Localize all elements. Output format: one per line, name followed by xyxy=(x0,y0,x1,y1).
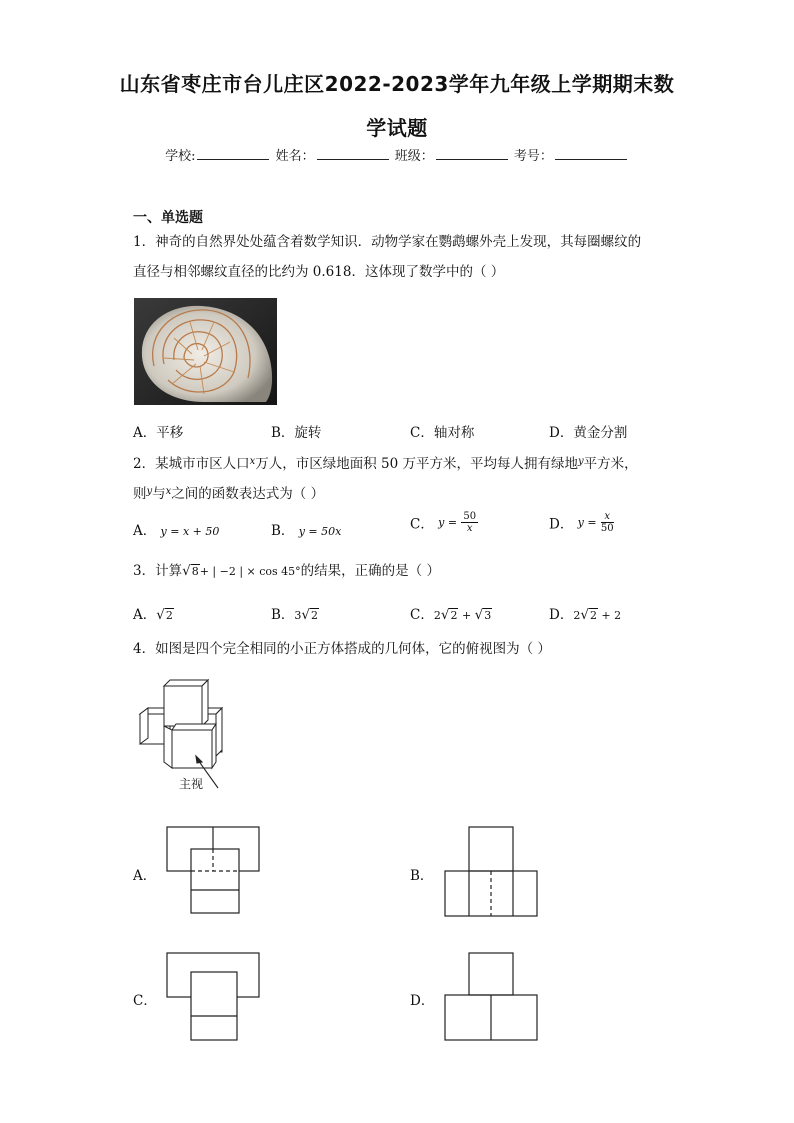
q4-option-c-label[interactable]: C． xyxy=(133,993,157,1009)
school-blank xyxy=(197,147,269,160)
name-blank xyxy=(317,147,389,160)
q2-option-a[interactable]: A． y = x + 50 xyxy=(133,523,220,539)
q3-option-d[interactable]: D．2√2 + 2 xyxy=(549,607,622,623)
q2-option-b[interactable]: B． y = 50x xyxy=(271,523,342,539)
q4-line: 4．如图是四个完全相同的小正方体搭成的几何体，它的俯视图为（ ） xyxy=(133,641,551,657)
front-view-label: 主视 xyxy=(179,777,204,791)
number-label: 考号： xyxy=(513,149,553,164)
q3-option-a[interactable]: A．√2 xyxy=(133,607,173,623)
number-blank xyxy=(555,147,627,160)
q1-line1: 1．神奇的自然界处处蕴含着数学知识．动物学家在鹦鹉螺外壳上发现，其每圈螺纹的 xyxy=(133,234,642,250)
q2-option-d-fraction: $\frac{x}{50}$ xyxy=(600,511,614,534)
q2-option-c[interactable]: C． y = $\frac{50}{x}$ xyxy=(410,511,477,534)
q4-option-c-figure[interactable] xyxy=(166,952,260,1044)
q1-option-a[interactable]: A．平移 xyxy=(133,425,184,441)
q4-option-a-label[interactable]: A． xyxy=(133,868,157,884)
q4-option-a-figure[interactable] xyxy=(166,826,260,918)
q4-option-b-figure[interactable] xyxy=(444,826,538,918)
q4-option-d-label[interactable]: D． xyxy=(410,993,435,1009)
q1-option-b[interactable]: B．旋转 xyxy=(271,425,322,441)
q2-line2: 则$^y$与$^x$之间的函数表达式为（ ） xyxy=(133,486,325,502)
q1-option-d[interactable]: D．黄金分割 xyxy=(549,425,628,441)
page-title-line1: 山东省枣庄市台儿庄区2022-2023学年九年级上学期期末数 xyxy=(119,72,675,96)
class-blank xyxy=(436,147,508,160)
q4-option-b-label[interactable]: B． xyxy=(410,868,434,884)
section-heading: 一、单选题 xyxy=(133,210,203,226)
q3-option-b[interactable]: B．3√2 xyxy=(271,607,319,623)
q3-option-c[interactable]: C．2√2 + √3 xyxy=(410,607,492,623)
q2-line1: 2．某城市市区人口$^x$万人，市区绿地面积 50 万平方米，平均每人拥有绿地$^y$平方米， xyxy=(133,456,638,472)
cube-stack-figure xyxy=(138,678,228,788)
nautilus-shell-photo xyxy=(134,298,277,405)
name-label: 姓名： xyxy=(275,149,315,164)
sqrt-symbol: √ xyxy=(182,563,191,579)
q2-option-c-fraction: $\frac{50}{x}$ xyxy=(463,511,477,534)
q2-option-d[interactable]: D． y = $\frac{x}{50}$ xyxy=(549,511,614,534)
q4-option-d-figure[interactable] xyxy=(444,952,538,1044)
page-title-line2: 学试题 xyxy=(366,116,428,140)
school-label: 学校: xyxy=(165,149,196,164)
q1-line2: 直径与相邻螺纹直径的比约为 0.618．这体现了数学中的（ ） xyxy=(133,264,505,280)
q1-option-c[interactable]: C．轴对称 xyxy=(410,425,475,441)
q3-line: 3．计算√8+ | −2 | × cos 45°的结果，正确的是（ ） xyxy=(133,563,440,579)
class-label: 班级： xyxy=(394,149,434,164)
student-info-line xyxy=(0,145,794,164)
